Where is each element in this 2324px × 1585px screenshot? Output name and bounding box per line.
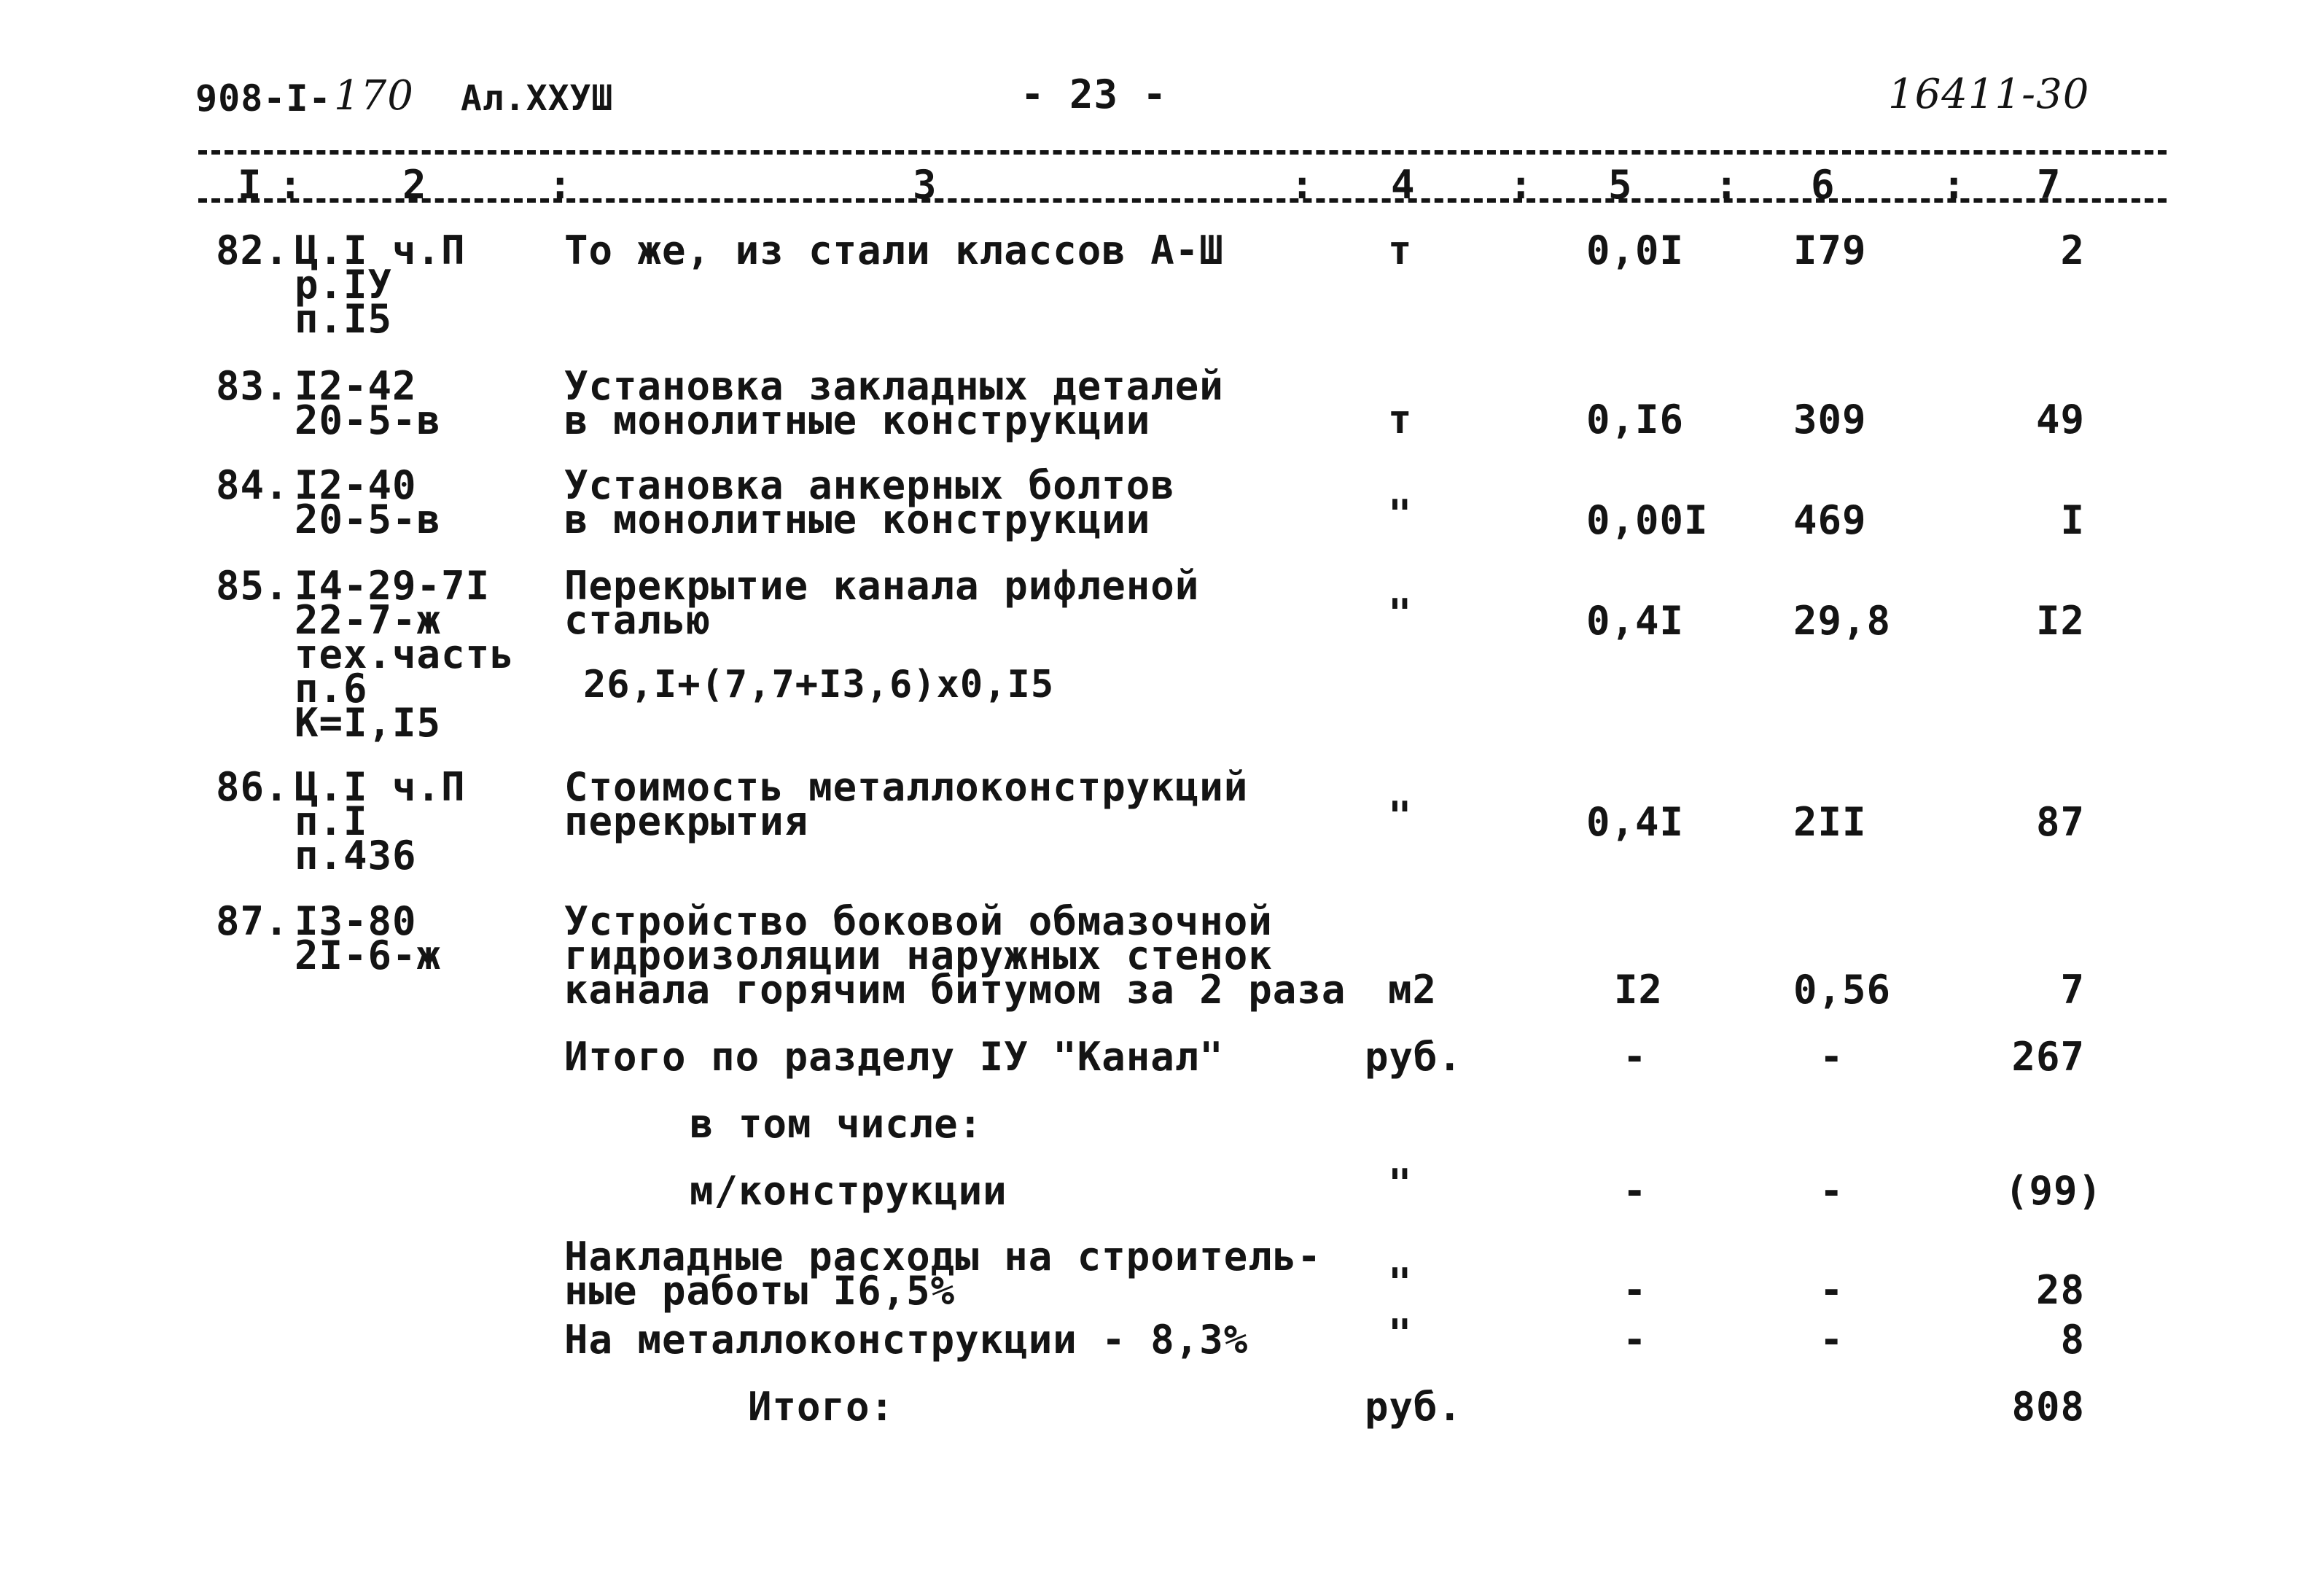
row-description: Перекрытие канала рифленой сталью (564, 563, 1200, 643)
summary-quantity: - (1623, 1034, 1648, 1080)
row-quantity: 0,I6 (1586, 397, 1685, 443)
reference-number: 16411-30 (1888, 71, 2090, 118)
summary-quantity: - (1623, 1317, 1648, 1363)
summary-unit: " (1388, 1161, 1413, 1207)
row-total: 87 (2035, 799, 2085, 845)
row-description: То же, из стали классов А-Ш (564, 227, 1224, 273)
summary-description: Накладные расходы на строитель- ные работы I6,5% (564, 1234, 1322, 1314)
summary-total: 28 (2035, 1267, 2085, 1313)
summary-price: - (1820, 1168, 1844, 1214)
row-total: 49 (2035, 397, 2085, 443)
row-unit: " (1388, 491, 1413, 537)
column-separator: : (1715, 162, 1739, 208)
row-number: 84. (216, 462, 289, 508)
summary-description: Итого по разделу IУ "Канал" (564, 1034, 1224, 1080)
grand-total-unit: руб. (1365, 1384, 1463, 1430)
row-quantity: 0,4I (1586, 799, 1685, 845)
column-number: 6 (1811, 162, 1835, 208)
grand-total-value: 808 (2011, 1384, 2085, 1430)
row-unit: т (1388, 227, 1413, 273)
column-number: 2 (402, 162, 426, 208)
column-separator: : (1290, 162, 1314, 208)
column-number: 5 (1608, 162, 1632, 208)
grand-total-label: Итого: (748, 1384, 895, 1430)
row-total: I (2060, 497, 2085, 543)
summary-total: (99) (2004, 1168, 2102, 1214)
row-quantity: 0,4I (1586, 598, 1685, 644)
column-number: 7 (2037, 162, 2061, 208)
row-unit: " (1388, 591, 1413, 636)
row-code: I2-40 20-5-в (295, 462, 442, 542)
column-separator: : (548, 162, 572, 208)
row-number: 87. (216, 898, 289, 944)
summary-unit: " (1388, 1260, 1413, 1306)
row-price: 309 (1793, 397, 1867, 443)
row-unit: т (1388, 397, 1413, 443)
row-code: I3-80 2I-6-ж (295, 898, 442, 978)
row-price: 2II (1793, 799, 1867, 845)
row-description: Установка закладных деталей в монолитные конструкции (564, 363, 1224, 443)
summary-total: 8 (2060, 1317, 2085, 1363)
row-total: I2 (2035, 598, 2085, 644)
row-code: Ц.I ч.П р.IУ п.I5 (295, 227, 466, 342)
summary-description: м/конструкции (690, 1168, 1007, 1214)
album-label: Ал.XXУШ (461, 78, 614, 119)
row-number: 82. (216, 227, 289, 273)
row-description: Устройство боковой обмазочной гидроизоляции наружных стенок канала горячим битумом за 2 раза (564, 898, 1346, 1013)
row-number: 86. (216, 764, 289, 810)
row-code: I2-42 20-5-в (295, 363, 442, 443)
row-price: 29,8 (1793, 598, 1892, 644)
page-number: - 23 - (1021, 71, 1168, 117)
row-quantity: 0,0I (1586, 227, 1685, 273)
doc-code: 908-I- (195, 77, 332, 120)
column-separator: : (1942, 162, 1966, 208)
column-separator: : (278, 162, 303, 208)
summary-price: - (1820, 1317, 1844, 1363)
row-quantity: I2 (1614, 967, 1664, 1013)
row-code: I4-29-7I 22-7-ж тех.часть п.6 К=I,I5 (295, 563, 515, 746)
row-formula: 26,I+(7,7+I3,6)x0,I5 (583, 663, 1055, 706)
summary-description: На металлоконструкции - 8,3% (564, 1317, 1249, 1363)
row-total: 2 (2060, 227, 2085, 273)
row-total: 7 (2060, 967, 2085, 1013)
row-unit: м2 (1388, 967, 1438, 1013)
table-top-rule (198, 150, 2167, 155)
row-unit: " (1388, 793, 1413, 839)
row-price: 469 (1793, 497, 1867, 543)
summary-total: 267 (2011, 1034, 2085, 1080)
row-description: Стоимость металлоконструкций перекрытия (564, 764, 1249, 844)
row-price: 0,56 (1793, 967, 1892, 1013)
column-number: 3 (913, 162, 937, 208)
summary-unit: " (1388, 1311, 1413, 1357)
row-number: 85. (216, 563, 289, 609)
summary-price: - (1820, 1034, 1844, 1080)
summary-quantity: - (1623, 1168, 1648, 1214)
row-description: Установка анкерных болтов в монолитные конструкции (564, 462, 1175, 542)
table-header-rule (198, 198, 2167, 203)
column-number: 4 (1391, 162, 1415, 208)
summary-quantity: - (1623, 1267, 1648, 1313)
column-number: I (238, 162, 262, 208)
column-separator: : (1509, 162, 1533, 208)
summary-price: - (1820, 1267, 1844, 1313)
row-quantity: 0,00I (1586, 497, 1709, 543)
summary-description: в том числе: (690, 1101, 983, 1147)
summary-unit: руб. (1365, 1034, 1463, 1080)
doc-code-handwritten: 170 (334, 72, 414, 120)
row-price: I79 (1793, 227, 1867, 273)
row-code: Ц.I ч.П п.I п.436 (295, 764, 466, 879)
row-number: 83. (216, 363, 289, 409)
